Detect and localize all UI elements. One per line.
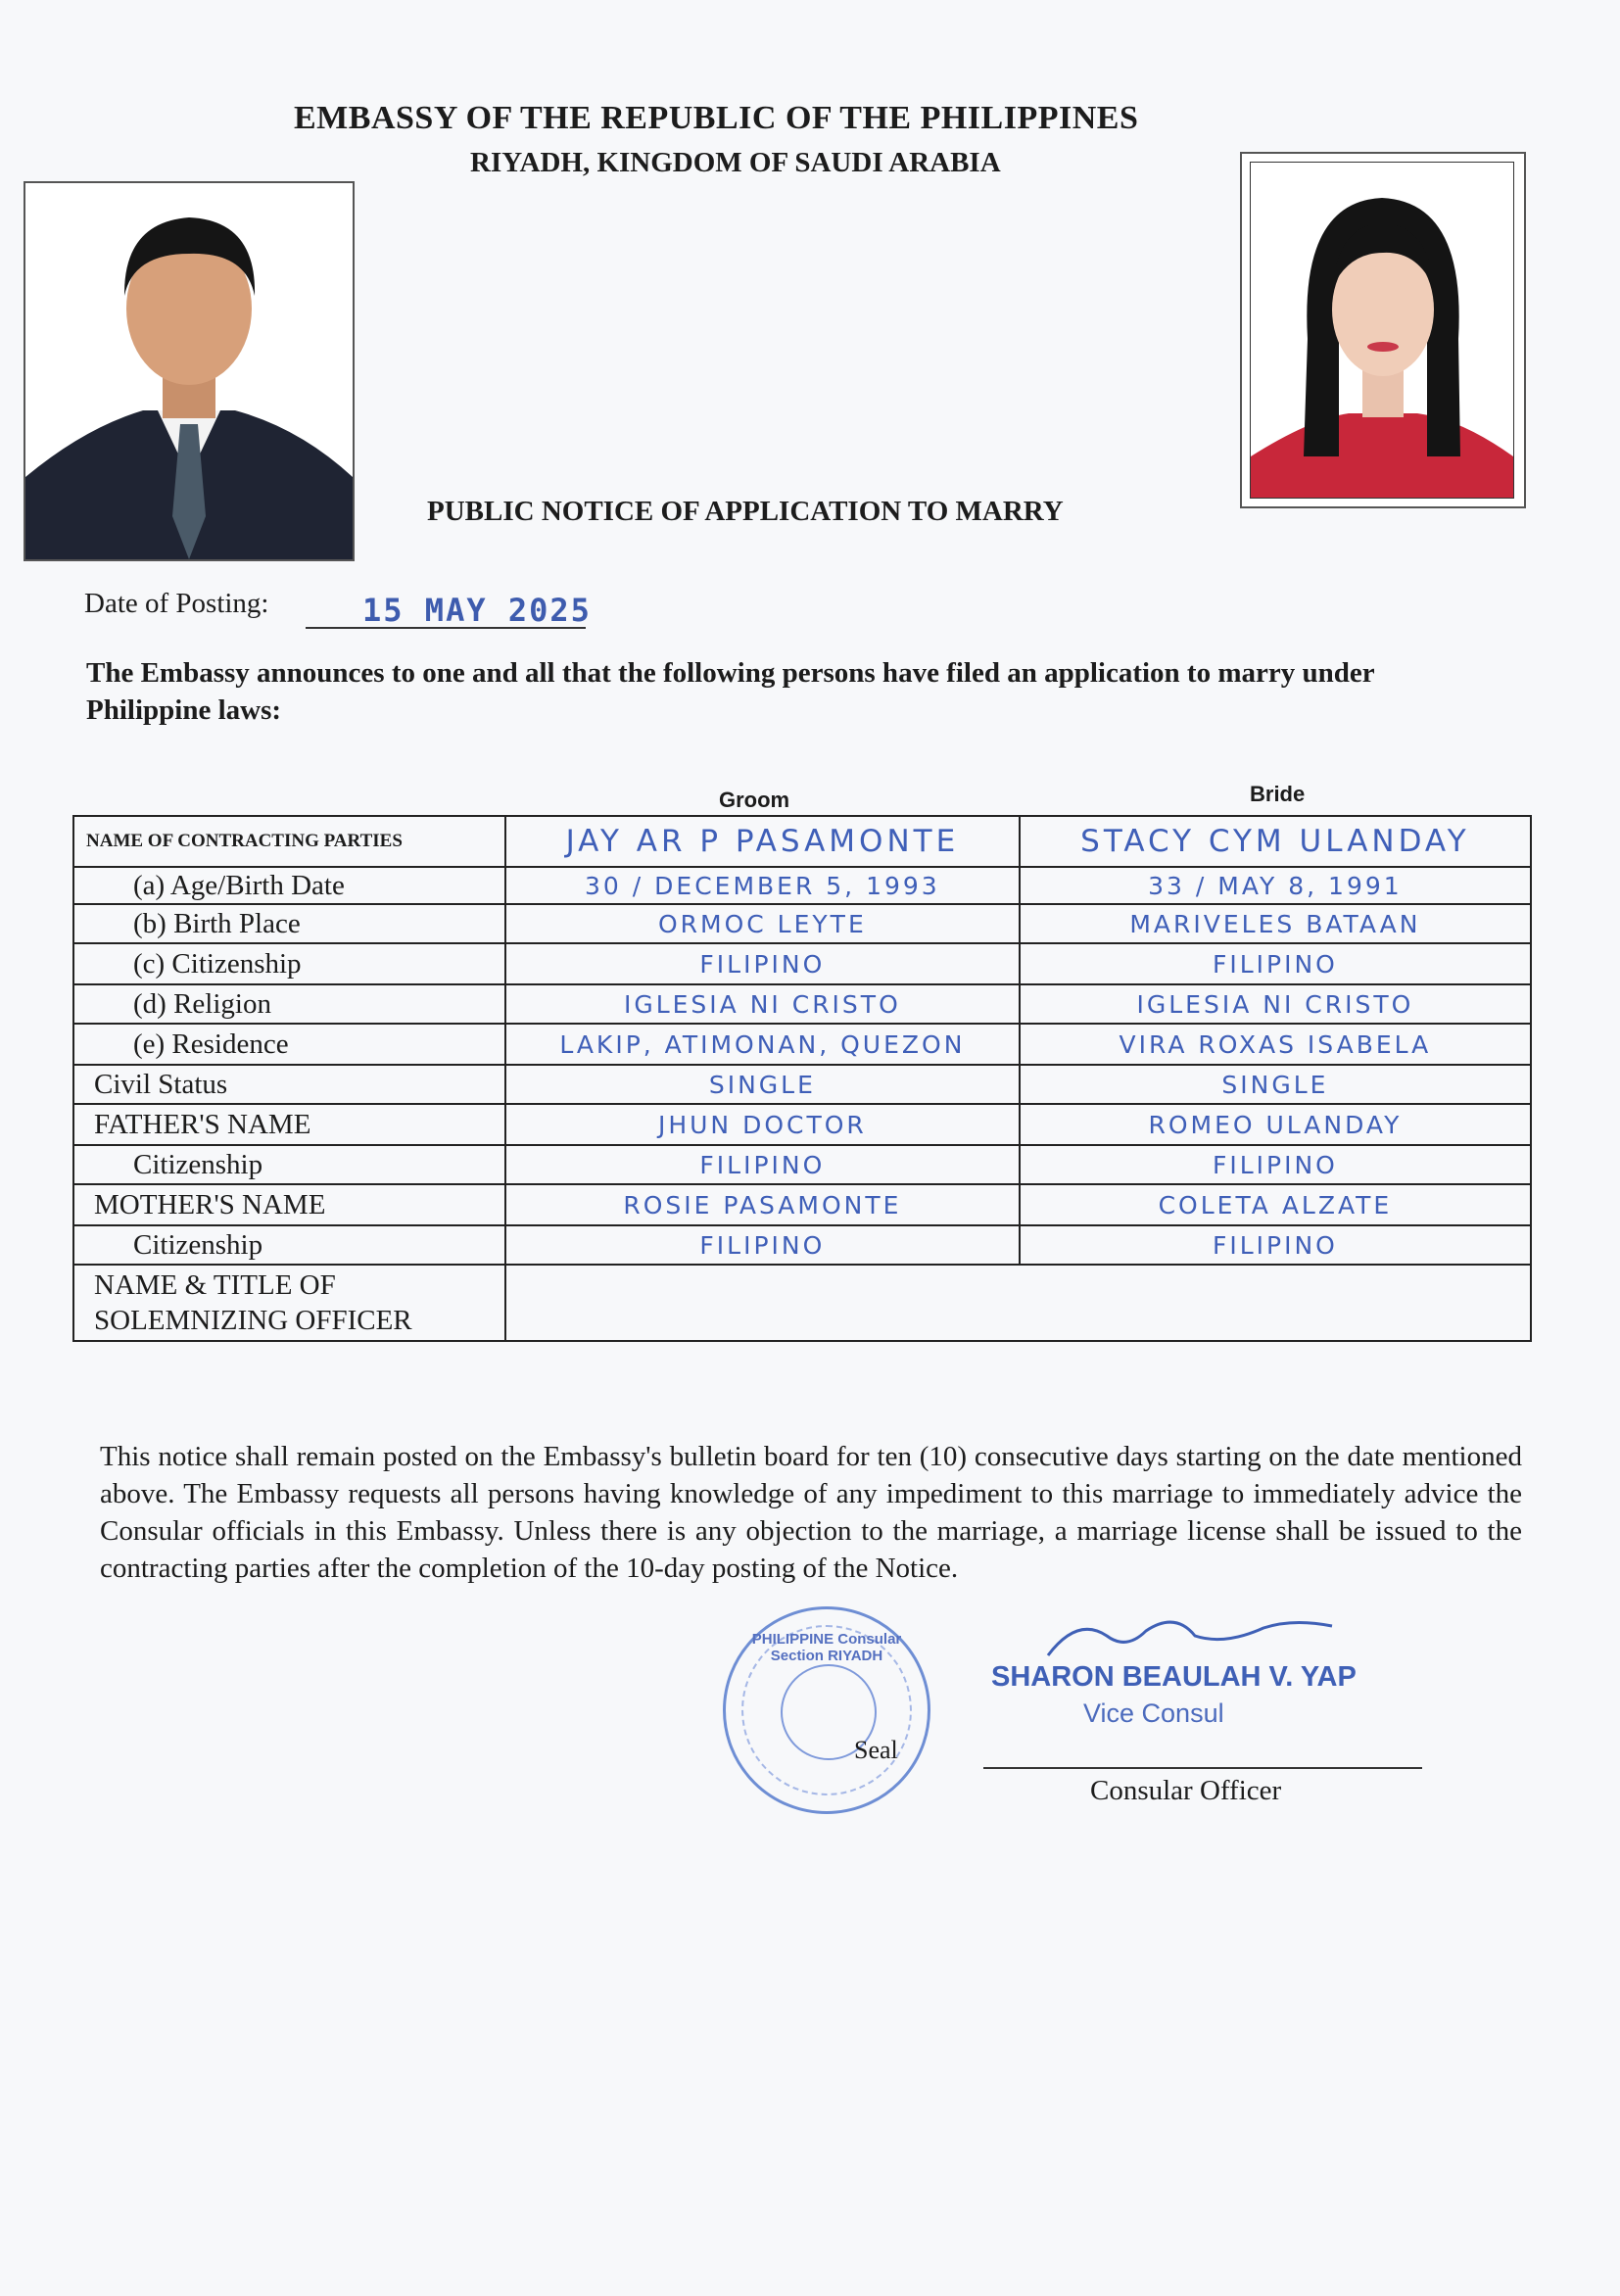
notice-body-text: This notice shall remain posted on the Embassy's bulletin board for ten (10) consecutive days starting on the date mentioned above. The Embassy requests all persons having knowledge of any impediment to this marriage to immediately advice the Consular officials in this Embassy. Unless there is any objection to the marriage, a marriage license shall be issued to the contracting parties after the completion of the 10-day posting of the Notice. bbox=[100, 1441, 1522, 1584]
consular-seal bbox=[723, 1606, 930, 1814]
groom-residence: LAKIP, ATIMONAN, QUEZON bbox=[505, 1024, 1020, 1065]
groom-mother-citizenship: FILIPINO bbox=[505, 1225, 1020, 1265]
groom-age-birthdate: 30 / DECEMBER 5, 1993 bbox=[505, 867, 1020, 904]
groom-civil-status: SINGLE bbox=[505, 1065, 1020, 1104]
embassy-title: EMBASSY OF THE REPUBLIC OF THE PHILIPPINES bbox=[294, 100, 1139, 136]
seal-label: Seal bbox=[854, 1736, 898, 1764]
bride-birthplace: MARIVELES BATAAN bbox=[1020, 904, 1531, 943]
bride-residence: VIRA ROXAS ISABELA bbox=[1020, 1024, 1531, 1065]
groom-citizenship: FILIPINO bbox=[505, 943, 1020, 984]
groom-name: JAY AR P PASAMONTE bbox=[505, 816, 1020, 867]
signature-line bbox=[983, 1767, 1422, 1769]
table-row bbox=[73, 1145, 1531, 1184]
bride-mother-citizenship: FILIPINO bbox=[1020, 1225, 1531, 1265]
table-row bbox=[73, 1225, 1531, 1265]
signatory-name: SHARON BEAULAH V. YAP bbox=[991, 1661, 1357, 1693]
notice-title: PUBLIC NOTICE OF APPLICATION TO MARRY bbox=[427, 496, 1064, 527]
bride-civil-status: SINGLE bbox=[1020, 1065, 1531, 1104]
signatory-title: Vice Consul bbox=[1083, 1698, 1224, 1728]
groom-father-name: JHUN DOCTOR bbox=[505, 1104, 1020, 1145]
row-label: Citizenship bbox=[73, 1225, 505, 1265]
bride-citizenship: FILIPINO bbox=[1020, 943, 1531, 984]
row-label: Civil Status bbox=[73, 1065, 505, 1104]
bride-father-citizenship: FILIPINO bbox=[1020, 1145, 1531, 1184]
groom-mother-name: ROSIE PASAMONTE bbox=[505, 1184, 1020, 1225]
row-label: (a) Age/Birth Date bbox=[73, 867, 505, 904]
groom-photo bbox=[24, 181, 355, 561]
embassy-location: RIYADH, KINGDOM OF SAUDI ARABIA bbox=[470, 147, 1001, 178]
bride-age-birthdate: 33 / MAY 8, 1991 bbox=[1020, 867, 1531, 904]
table-row bbox=[73, 1184, 1531, 1225]
announcement-text: The Embassy announces to one and all that the following persons have filed an application to marry under Philippine laws: bbox=[86, 657, 1375, 726]
bride-religion: IGLESIA NI CRISTO bbox=[1020, 984, 1531, 1024]
row-label: (c) Citizenship bbox=[73, 943, 505, 984]
table-row bbox=[73, 1024, 1531, 1065]
application-table bbox=[72, 815, 1532, 1342]
row-label: MOTHER'S NAME bbox=[73, 1184, 505, 1225]
signature-scribble bbox=[1038, 1606, 1352, 1665]
groom-father-citizenship: FILIPINO bbox=[505, 1145, 1020, 1184]
bride-father-name: ROMEO ULANDAY bbox=[1020, 1104, 1531, 1145]
row-label: NAME & TITLE OF SOLEMNIZING OFFICER bbox=[73, 1265, 505, 1341]
table-row bbox=[73, 1065, 1531, 1104]
officer-role: Consular Officer bbox=[1090, 1775, 1282, 1806]
groom-birthplace: ORMOC LEYTE bbox=[505, 904, 1020, 943]
table-row bbox=[73, 984, 1531, 1024]
row-label: FATHER'S NAME bbox=[73, 1104, 505, 1145]
table-row bbox=[73, 1104, 1531, 1145]
solemnizing-officer-value bbox=[505, 1265, 1531, 1341]
groom-column-header: Groom bbox=[719, 788, 790, 812]
table-row bbox=[73, 943, 1531, 984]
bride-name: STACY CYM ULANDAY bbox=[1020, 816, 1531, 867]
bride-column-header: Bride bbox=[1250, 782, 1306, 806]
posting-date-stamp: 15 MAY 2025 bbox=[362, 592, 592, 629]
row-label: NAME OF CONTRACTING PARTIES bbox=[73, 816, 505, 867]
table-row bbox=[73, 816, 1531, 867]
table-row bbox=[73, 1265, 1531, 1341]
bride-mother-name: COLETA ALZATE bbox=[1020, 1184, 1531, 1225]
table-row bbox=[73, 904, 1531, 943]
row-label: (e) Residence bbox=[73, 1024, 505, 1065]
bride-photo bbox=[1250, 162, 1514, 499]
table-row bbox=[73, 867, 1531, 904]
groom-religion: IGLESIA NI CRISTO bbox=[505, 984, 1020, 1024]
posting-date-label: Date of Posting: bbox=[84, 588, 269, 619]
seal-text: PHILIPPINE Consular Section RIYADH bbox=[751, 1631, 902, 1664]
row-label: Citizenship bbox=[73, 1145, 505, 1184]
row-label: (d) Religion bbox=[73, 984, 505, 1024]
row-label: (b) Birth Place bbox=[73, 904, 505, 943]
